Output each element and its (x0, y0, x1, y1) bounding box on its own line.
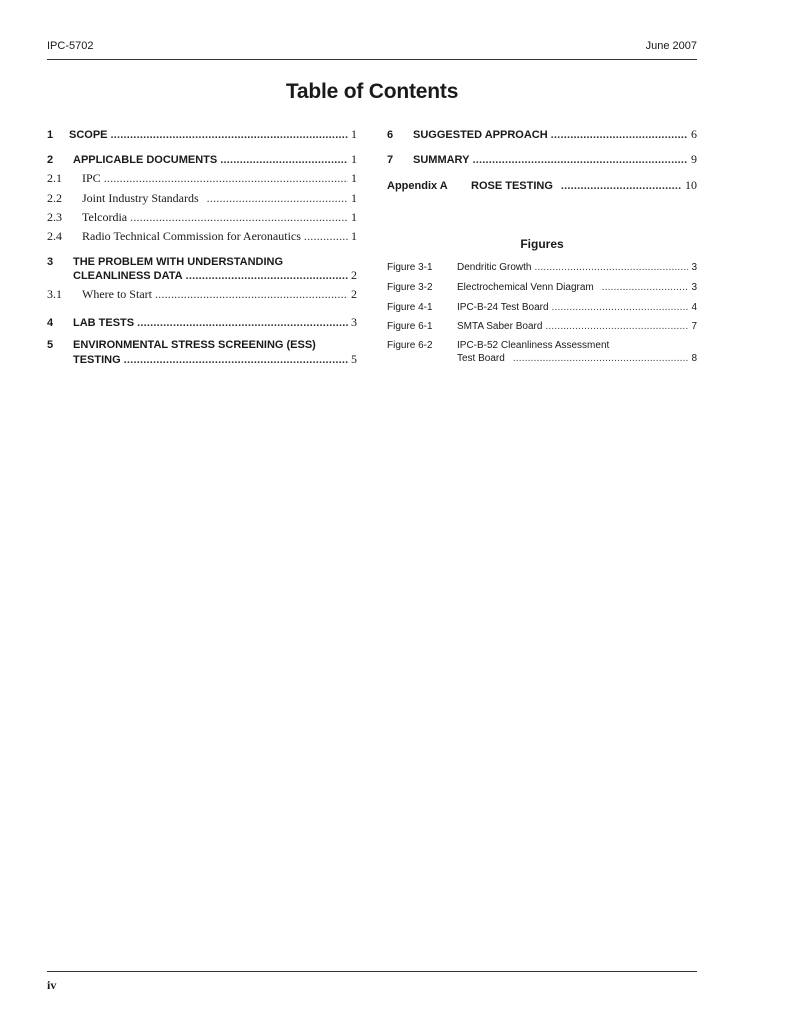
toc-entry-scope[interactable] (47, 127, 357, 142)
figure-num: Figure 3-2 (387, 282, 433, 293)
figure-page: 3 (691, 262, 697, 273)
figure-page: 3 (691, 282, 697, 293)
toc-label: APPLICABLE DOCUMENTS (73, 154, 218, 166)
toc-entry-ipc[interactable] (47, 171, 357, 186)
leader-dots (130, 210, 348, 225)
toc-label: SUGGESTED APPROACH (413, 129, 548, 141)
figure-page: 8 (691, 353, 697, 364)
figures-heading: Figures (520, 237, 564, 251)
toc-entry-ess-line2[interactable] (73, 352, 357, 367)
toc-entry-where-to-start[interactable] (47, 287, 357, 302)
toc-entry-problem-line1[interactable] (47, 256, 283, 268)
leader-dots (551, 129, 688, 141)
leader-dots (472, 154, 688, 166)
figure-entry-3-2[interactable] (387, 282, 697, 293)
toc-entry-telcordia[interactable] (47, 210, 357, 225)
toc-label: IPC (82, 171, 101, 185)
toc-num: 2.2 (47, 191, 62, 205)
toc-label: CLEANLINESS DATA (73, 270, 183, 282)
figure-num: Figure 3-1 (387, 262, 433, 273)
leader-dots (534, 262, 688, 273)
toc-entry-appendix-a[interactable] (387, 178, 697, 193)
page-title: Table of Contents (285, 80, 459, 103)
toc-label: Where to Start (82, 287, 152, 301)
leader-dots (155, 287, 348, 302)
leader-dots (545, 321, 688, 332)
toc-num: Appendix A (387, 180, 448, 192)
toc-entry-rtca[interactable] (47, 229, 357, 244)
figure-num: Figure 6-1 (387, 321, 433, 332)
toc-num: 2.4 (47, 229, 62, 243)
toc-num: 2 (47, 154, 54, 166)
header-rule (47, 59, 697, 60)
leader-dots (137, 317, 348, 329)
leader-dots (602, 282, 689, 293)
toc-entry-summary[interactable] (387, 152, 697, 167)
toc-num: 2.1 (47, 171, 62, 185)
header-doc-id: IPC-5702 (47, 40, 94, 52)
leader-dots (186, 270, 348, 282)
toc-page: 2 (351, 268, 357, 282)
leader-dots (304, 229, 348, 244)
figure-num: Figure 6-2 (387, 340, 433, 351)
toc-page: 1 (351, 171, 357, 185)
toc-entry-ess-line1[interactable] (47, 339, 316, 351)
toc-page: 5 (351, 352, 357, 366)
figure-entry-6-1[interactable] (387, 321, 697, 332)
figure-label: IPC-B-52 Cleanliness Assessment (457, 340, 610, 351)
toc-entry-applicable-documents[interactable] (47, 152, 357, 167)
toc-num: 7 (387, 154, 394, 166)
toc-page: 1 (351, 210, 357, 224)
figure-page: 4 (691, 302, 697, 313)
toc-num: 1 (47, 129, 54, 141)
toc-num: 2.3 (47, 210, 62, 224)
toc-label: Telcordia (82, 210, 128, 224)
leader-dots (220, 154, 348, 166)
toc-label: Joint Industry Standards (82, 191, 199, 205)
toc-entry-lab-tests[interactable] (47, 315, 357, 330)
leader-dots (561, 180, 682, 192)
toc-page: 1 (351, 127, 357, 141)
toc-label: TESTING (73, 354, 121, 366)
toc-page: 10 (685, 178, 697, 192)
figure-label: Dendritic Growth (457, 262, 532, 273)
toc-page: 3 (351, 315, 357, 329)
toc-page: 9 (691, 152, 697, 166)
toc-label: THE PROBLEM WITH UNDERSTANDING (73, 256, 284, 268)
toc-entry-joint-industry-standards[interactable] (47, 191, 357, 206)
leader-dots (513, 353, 689, 364)
toc-num: 6 (387, 129, 394, 141)
figure-label: Test Board (457, 353, 505, 364)
toc-page: 1 (351, 229, 357, 243)
toc-num: 5 (47, 339, 54, 351)
leader-dots (104, 171, 348, 186)
figure-label: SMTA Saber Board (457, 321, 543, 332)
figure-entry-6-2-line2[interactable] (457, 353, 697, 364)
toc-entry-suggested-approach[interactable] (387, 127, 697, 142)
toc-label: LAB TESTS (73, 317, 135, 329)
toc-num: 3 (47, 256, 54, 268)
header-date: June 2007 (645, 40, 697, 52)
figure-entry-4-1[interactable] (387, 302, 697, 313)
figure-label: IPC-B-24 Test Board (457, 302, 549, 313)
toc-label: SCOPE (69, 129, 108, 141)
toc-page: 1 (351, 152, 357, 166)
figure-entry-3-1[interactable] (387, 262, 697, 273)
toc-entry-problem-line2[interactable] (73, 268, 357, 283)
toc-num: 3.1 (47, 287, 62, 301)
toc-page: 2 (351, 287, 357, 301)
toc-page: 6 (691, 127, 697, 141)
leader-dots (552, 302, 689, 313)
figure-entry-6-2-line1[interactable] (387, 340, 609, 351)
toc-num: 4 (47, 317, 54, 329)
figure-num: Figure 4-1 (387, 302, 433, 313)
page-number: iv (47, 978, 57, 992)
leader-dots (124, 354, 348, 366)
footer-rule (47, 971, 697, 972)
toc-label: ROSE TESTING (471, 180, 553, 192)
toc-label: ENVIRONMENTAL STRESS SCREENING (ESS) (73, 339, 316, 351)
toc-page: 1 (351, 191, 357, 205)
leader-dots (111, 129, 348, 141)
leader-dots (207, 191, 348, 206)
toc-label: SUMMARY (413, 154, 470, 166)
figure-page: 7 (691, 321, 697, 332)
figure-label: Electrochemical Venn Diagram (457, 282, 594, 293)
toc-label: Radio Technical Commission for Aeronautics (82, 229, 301, 243)
